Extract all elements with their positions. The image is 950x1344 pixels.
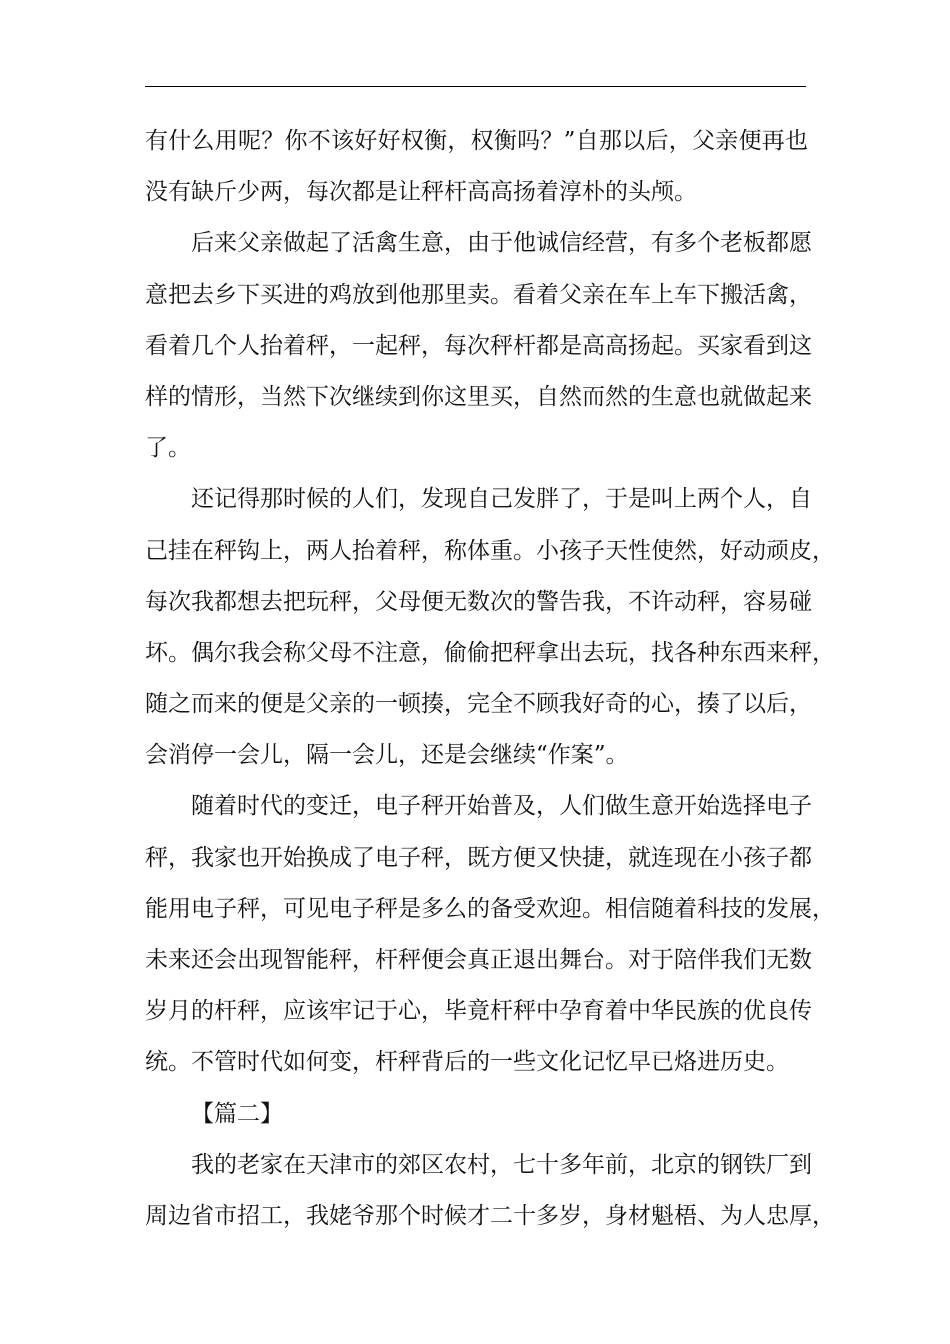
text-line: 随之而来的便是父亲的一顿揍，完全不顾我好奇的心，揍了以后， — [145, 691, 812, 718]
text-line: 未来还会出现智能秤，杆秤便会真正退出舞台。对于陪伴我们无数 — [145, 947, 812, 973]
article-body — [145, 116, 835, 1242]
text-line: 坏。偶尔我会称父母不注意，偷偷把秤拿出去玩，找各种东西来秤， — [145, 639, 835, 666]
text-line: 意把去乡下买进的鸡放到他那里卖。看着父亲在车上车下搬活禽， — [145, 281, 812, 308]
header-rule — [145, 86, 806, 87]
paragraph-start-line: 随着时代的变迁，电子秤开始普及，人们做生意开始选择电子 — [191, 793, 812, 820]
paragraph-start-line: 后来父亲做起了活禽生意，由于他诚信经营，有多个老板都愿 — [191, 230, 812, 257]
paragraph-start-line: 还记得那时候的人们，发现自己发胖了，于是叫上两个人，自 — [191, 486, 812, 513]
text-line: 岁月的杆秤，应该牢记于心，毕竟杆秤中孕育着中华民族的优良传 — [145, 998, 812, 1025]
text-line: 能用电子秤，可见电子秤是多么的备受欢迎。相信随着科技的发展， — [145, 895, 835, 922]
text-line: 有什么用呢？你不该好好权衡，权衡吗？”自那以后，父亲便再也 — [145, 128, 808, 154]
text-line: 周边省市招工，我姥爷那个时候才二十多岁，身材魁梧、为人忠厚， — [145, 1202, 835, 1229]
text-line: 己挂在秤钩上，两人抬着秤，称体重。小孩子天性使然，好动顽皮， — [145, 537, 835, 564]
text-line: 统。不管时代如何变，杆秤背后的一些文化记忆早已烙进历史。 — [145, 1049, 789, 1076]
text-line: 样的情形，当然下次继续到你这里买，自然而然的生意也就做起来 — [145, 383, 812, 410]
text-line: 看着几个人抬着秤，一起秤，每次秤杆都是高高扬起。买家看到这 — [145, 332, 812, 359]
text-line: 了。 — [145, 435, 191, 462]
text-line: 每次我都想去把玩秤，父母便无数次的警告我，不许动秤，容易碰 — [145, 588, 812, 615]
text-line: 会消停一会儿，隔一会儿，还是会继续“作案”。 — [145, 742, 629, 769]
section-heading: 【篇二】 — [191, 1100, 283, 1127]
paragraph-start-line: 我的老家在天津市的郊区农村，七十多年前，北京的钢铁厂到 — [191, 1151, 812, 1178]
text-line: 没有缺斤少两，每次都是让秤杆高高扬着淳朴的头颅。 — [145, 179, 697, 206]
text-line: 秤，我家也开始换成了电子秤，既方便又快捷，就连现在小孩子都 — [145, 844, 812, 871]
